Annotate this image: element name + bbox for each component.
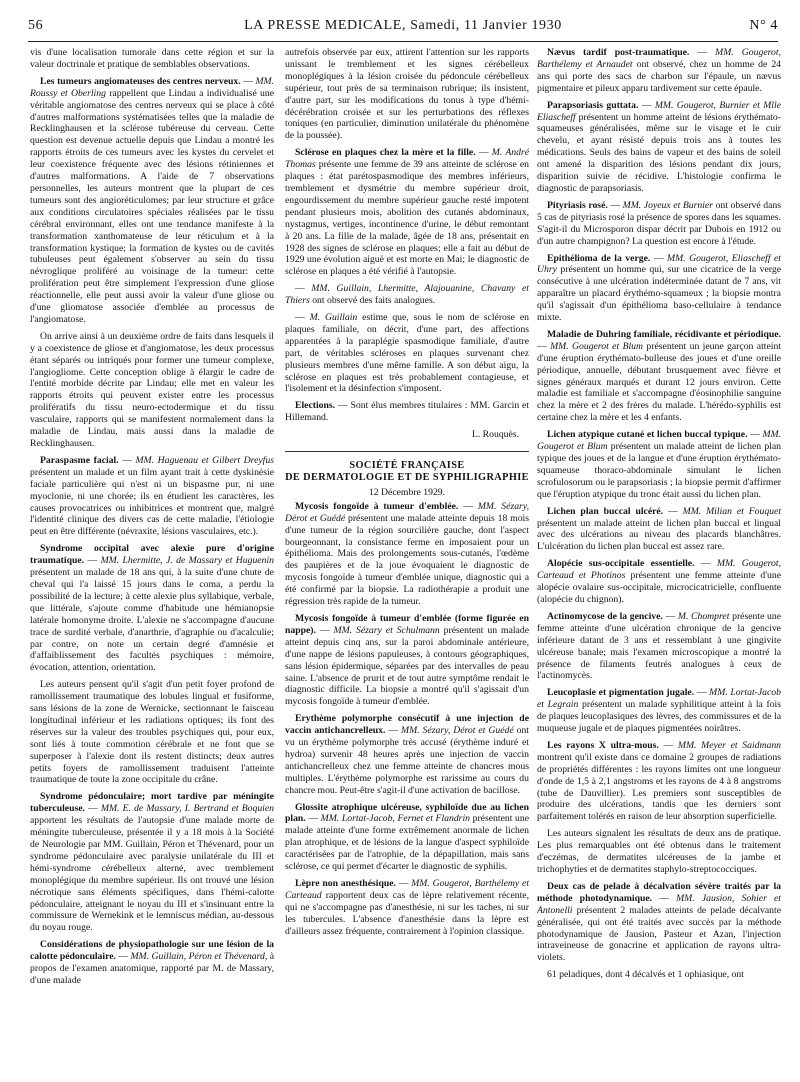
paragraph-heading: Pityriasis rosé. — [547, 199, 608, 211]
paragraph: Glossite atrophique ulcéreuse, syphiloïde due au lichen plan. — MM. Lortat-Jacob, Fernet et Flandrin présentent une malade atteinte d'une forme extrêmement anormale de lichen plan atrophique, et de lésions de la langue d'aspect syphiloïde caractérisées par de l'atrophie, de la dépapillation, mais sans sclérose, ce qui permet d'écarter le diagnostic de syphilis. — [285, 801, 529, 873]
paragraph-text: présentent un homme atteint de lésions érythémato-squameuses généralisées, même sur le visage et le cuir chevelu, et ayant résisté depuis trois ans à toutes les médications. Seuls des bains de vapeur et des bains de soleil ont amené la disparition des lésions pendant dix jours, disparition suivie de récidive. L'histologie confirma le diagnostic de parapsoriasis. — [537, 111, 781, 194]
paragraph-text: vis d'une localisation tumorale dans cette région et sur la valeur doctrinale et pratique de semblables observations. — [30, 47, 274, 70]
paragraph-authors: MM. Gougerot, Barthélemy et Carteaud — [285, 878, 529, 901]
paragraph: Pityriasis rosé. — MM. Joyeux et Burnier ont observé dans 5 cas de pityriasis rosé la présence de spores dans les squames. S'agit-il du Microsporon dispar décrit par Dubois en 1912 ou d'un autre champignon? La question est encore à l'étude. — [537, 199, 781, 247]
paragraph-text: apportent les résultats de l'autopsie d'une malade morte de méningite tuberculeuse, présentée il y a 18 mois à la Société de Neurologie par MM. Guillain, Péron et Thévenard, pour un syndrome pédonculaire avec paralysie unilatérale du III et hémi-syndrome cérébelleux alterné, avec tremblement monoplégique du membre supérieur. Ils ont trouvé une lésion nécrotique sans éléments spécifiques, dans l'hémi-calotte pédonculaire, atteignant le noyau du III et s'insinuant entre la commissure de Wernekink et le lemniscus médian, au-dessous du noyau rouge. — [30, 815, 274, 934]
paragraph: Parapsoriasis guttata. — MM. Gougerot, Burnier et Mlle Eliascheff présentent un homme atteint de lésions érythémato-squameuses généralisées, même sur le visage et le cuir chevelu, et ayant résisté depuis trois ans à toutes les médications. Seuls des bains de vapeur et des bains de soleil ont amené la disparition des lésions pendant dix jours, disparition suivie de récidive. L'histologie confirma le diagnostic de parapsoriasis. — [537, 99, 781, 194]
paragraph-text: estime que, sous le nom de sclérose en plaques familiale, on décrit, d'une part, des affections apparentées à la paraplégie spasmodique familiale, d'autre part, de véritables scléroses en plaques survenant chez plusieurs membres d'une même famille. A son début aigu, la sclérose en plaques est très probablement contagieuse, et l'isolement et la désinfection s'imposent. — [285, 312, 529, 395]
column-middle — [285, 47, 529, 1073]
paragraph-heading: Sclérose en plaques chez la mère et la fille. — [295, 147, 476, 159]
column-middle-paragraphs-top — [285, 47, 529, 424]
paragraph-text: présentent un malade de 18 ans qui, à la suite d'une chute de cheval qui l'a laissé 15 jours dans le coma, a perdu la possibilité de la lecture; à cette alexie plus syllabique, verbale, que littérale, s'ajoute comme d'habitude une hémianopsie latérale homonyme droite. L'alexie ne s'accompagne d'aucune trace de surdité verbale, d'anarthrie, d'agraphie ou d'acalculie; par contre, on note un certain degré d'amnésie et d'affaiblissement des facultés psychiques : mémoire, évocation, attention, orientation. — [30, 567, 274, 674]
paragraph-text: présentent un malade atteint de lichen plan typique des joues et de la langue et d'une éruption érythémato-squameuse thoraco-abdominale simulant le lichen scrofulosorum ou le parapsoriasis ; la biopsie permit d'affirmer que l'éruption atypique du tronc était aussi du lichen plan. — [537, 441, 781, 500]
paragraph-text: présentent une femme atteinte d'une alopécie ovalaire sus-occipitale, microcicatricielle, confluente (alopécie du chignon). — [537, 570, 781, 605]
paragraph-heading: Syndrome pédonculaire; mort tardive par méningite tuberculeuse. — [30, 791, 274, 815]
paragraph: Leucoplasie et pigmentation jugale. — MM. Lortat-Jacob et Legrain présentent un malade syphilitique atteint à la fois de plaques leucoplasiques des lèvres, des commissures et de la muqueuse jugale et de plaques pigmentées noirâtres. — [537, 687, 781, 735]
paragraph: Syndrome occipital avec alexie pure d'origine traumatique. — MM. Lhermitte, J. de Massary et Huguenin présentent un malade de 18 ans qui, à la suite d'une chute de cheval qui l'a laissé 15 jours dans le coma, a perdu la possibilité de la lecture; à cette alexie plus syllabique, verbale, que littérale, s'ajoute comme d'habitude une hémianopsie latérale homonyme droite. L'alexie ne s'accompagne d'aucune trace de surdité verbale, d'anarthrie, d'agraphie ou d'acalculie; par contre, on note un certain degré d'amnésie et d'affaiblissement des facultés psychiques : mémoire, évocation, attention, orientation. — [30, 543, 274, 674]
paragraph-text: présente une femme atteinte d'une ulcération chronique de la gencive inférieure datant de 3 ans et ressemblant à une gingivite ulcéreuse banale; mais l'examen microscopique a montré la présence de filaments feutrés analogues à ceux de l'actinomycès. — [537, 610, 781, 682]
paragraph-text: Sont élus membres titulaires : MM. Garcin et Hillemand. — [285, 400, 529, 424]
paragraph — [30, 47, 274, 71]
paragraph: Lichen plan buccal ulcéré. — MM. Milian et Fouquet présentent un malade atteint de lichen plan buccal et lingual avec des ulcérations au niveau des placards blanchâtres. L'ulcération du lichen plan buccal est assez rare. — [537, 505, 781, 553]
paragraph-authors: M. Chompret — [677, 610, 730, 622]
paragraph-heading: Les tumeurs angiomateuses des centres nerveux. — [40, 75, 241, 87]
paragraph-heading: Nævus tardif post-traumatique. — [547, 47, 690, 58]
paragraph: Lichen atypique cutané et lichen buccal typique. — MM. Gougerot et Blum présentent un malade atteint de lichen plan typique des joues et de la langue et d'une éruption érythémato-squameuse thoraco-abdominale simulant le lichen scrofulosorum ou le parapsoriasis ; la biopsie permit d'affirmer que l'éruption atypique du tronc était aussi du lichen plan. — [537, 429, 781, 500]
paragraph-authors: MM. Sézary et Schulmann — [333, 624, 440, 636]
paragraph-authors: MM. Sézary, Dérot et Guédé — [285, 500, 529, 524]
paragraph: Nævus tardif post-traumatique. — MM. Gougerot, Barthélemy et Arnaudet ont observé, chez un homme de 24 ans qui porte des sacs de charbon sur l'épaule, un nævus pigmentaire et pileux apparu tardivement sur cette épaule. — [537, 47, 781, 94]
paragraph-heading: Lichen atypique cutané et lichen buccal typique. — [547, 429, 748, 441]
paragraph-text: ont observé des faits analogues. — [312, 295, 436, 307]
paragraph-text: montrent qu'il existe dans ce domaine 2 groupes de radiations de propriétés différentes : les rayons limites ont une longueur d'onde de 1,5 à 2,1 angstroms et les rayons de 4 à 8 angstroms (tube de Dauvillier). Les premiers sont susceptibles de produire des ulcérations, tandis que les derniers sont parfaitement tolérés en raison de leur absorption superficielle. — [537, 751, 781, 823]
paragraph-authors: MM. Gougerot, Burnier et Mlle Eliascheff — [537, 99, 781, 123]
paragraph-text: à propos de l'examen anatomique, rapporté par M. de Massary, d'une malade — [30, 951, 274, 986]
paragraph — [30, 331, 274, 450]
paragraph: Maladie de Duhring familiale, récidivante et périodique. — MM. Gougerot et Blum présentent un jeune garçon atteint d'une éruption érythémato-bulleuse des joues et d'une oreille périodique, annuelle, débutant brusquement avec fièvre et signes généraux marqués et durant 12 jours environ. Cette maladie est familiale et s'accompagne d'éosinophilie sanguine chez la mère et 2 des frères du malade. L'hérédo-syphilis est certaine chez la mère et les 4 enfants. — [537, 328, 781, 424]
paragraph-text: présentent une malade atteinte d'une forme extrêmement anormale de lichen plan atrophique, et de lésions de la langue d'aspect syphiloïde caractérisées par de l'atrophie, de la dépapillation, mais sans sclérose, ce qui permet d'écarter le diagnostic de syphilis. — [285, 813, 529, 873]
paragraph: Paraspasme facial. — MM. Haguenau et Gilbert Dreyfus présentent un malade et un film ayant trait à cette dyskinésie faciale particulière qui n'est ni un bispasme pur, ni une myoclonie, ni une chorée; ils en étudient les caractères, les causes provocatrices ou inhibitrices et montrent que, malgré l'identité clinique des divers cas de cette maladie, l'étiologie peut en être différente (névraxite, lésions vasculaires, etc.). — [30, 454, 274, 538]
paragraph-heading: Actinomycose de la gencive. — [547, 610, 663, 622]
paragraph — [537, 828, 781, 876]
paragraph-heading: Leucoplasie et pigmentation jugale. — [547, 687, 695, 699]
paragraph: Alopécie sus-occipitale essentielle. — MM. Gougerot, Carteaud et Photinos présentent une femme atteinte d'une alopécie ovalaire sus-occipitale, microcicatricielle, confluente (alopécie du chignon). — [537, 558, 781, 605]
paragraph: — M. Guillain estime que, sous le nom de sclérose en plaques familiale, on décrit, d'une part, des affections apparentées à la paraplégie spasmodique familiale, d'autre part, de véritables scléroses en plaques survenant chez plusieurs membres d'une même famille. A son début aigu, la sclérose en plaques est très probablement contagieuse, et l'isolement et la désinfection s'imposent. — [285, 312, 529, 395]
paragraph-text: présentent une malade atteinte depuis 18 mois d'une tumeur de la région sourcilière gauche, dont l'aspect bourgeonnant, la consistance ferme en imposaient pour un épithélioma. Mais des prolongements sous-cutanés, l'œdème des paupières et de la joue évoquaient le diagnostic de mycosis fongoïde à tumeur d'emblée unique, diagnostic qui a été confirmé par la biopsie. La radiothérapie a produit une régression très rapide de la tumeur. — [285, 512, 529, 608]
paragraph-authors: MM. Gougerot, Carteaud et Photinos — [537, 558, 781, 582]
paragraph-heading: Deux cas de pelade à décalvation sévère traités par la méthode photodynamique. — [537, 880, 781, 904]
issue-number: N° 4 — [749, 18, 778, 33]
paragraph-heading: Glossite atrophique ulcéreuse, syphiloïde due au lichen plan. — [285, 801, 529, 825]
paragraph — [30, 679, 274, 786]
report-signature: L. Rouquès. — [471, 429, 519, 441]
paragraph-text: présentent un malade et un film ayant trait à cette dyskinésie faciale particulière qui n'est ni un bispasme pur, ni une myoclonie, ni une chorée; ils en étudient les caractères, les causes provocatrices ou inhibitrices et montrent que, malgré l'identité clinique des divers cas de cette maladie, l'étiologie peut en être différente (névraxite, lésions vasculaires, etc.). — [30, 466, 274, 538]
paragraph-authors: MM. Jausion, Sohier et Antonelli — [537, 892, 781, 916]
section-title-line1: SOCIÉTÉ FRANÇAISE — [349, 460, 465, 472]
paragraph-heading: Paraspasme facial. — [40, 454, 119, 466]
paragraph: Sclérose en plaques chez la mère et la fille. — M. André Thomas présente une femme de 39 ans atteinte de sclérose en plaques : état parétospasmodique des membres inférieurs, tremblement et dysmétrie du membre supérieur droit, engourdissement du membre supérieur gauche resté impotent pendant plusieurs mois, abolition des cutanés abdominaux, nystagmus, vertiges, incontinence d'urine, le début remontant à 20 ans. La fille de la malade, âgée de 18 ans, présentait en 1928 des signes de sclérose en plaques; elle a fait au début de 1929 une évolution aiguë et est morte en Mai; le diagnostic de sclérose en plaques a été vérifié à l'autopsie. — [285, 147, 529, 278]
paragraph-text: rapportent deux cas de lèpre relativement récente, qui ne s'accompagne pas d'anesthésie, ni sur les taches, ni sur les tubercules. L'absence d'anesthésie dans la lèpre est d'ailleurs assez fréquente, contrairement à l'opinion classique. — [285, 889, 529, 937]
paragraph-text: 61 peladiques, dont 4 décalvés et 1 ophiasique, ont — [547, 969, 744, 981]
paragraph-authors: MM. Gougerot et Blum — [550, 340, 644, 352]
paragraph-heading: Lichen plan buccal ulcéré. — [547, 505, 664, 517]
paragraph-heading: Elections. — [295, 400, 336, 412]
paragraph-text: On arrive ainsi à un deuxième ordre de faits dans lesquels il y a coexistence de gliose et d'angiomatose, les deux processus étant séparés ou intriqués pour former une tumeur complexe, l'angiogliome. Cette conception oblige à élargir le cadre de l'entité morbide décrite par Lindau; elle met en valeur les rapports étroits qui peuvent exister entre les processus prolifératifs du tissu neuro-ectodermique et du tissu vasculaire, rapports qui se manifestent normalement dans la maladie de Lindau, mais aussi dans la maladie de Recklinghausen. — [30, 330, 274, 449]
section-heading — [285, 451, 529, 499]
paragraph-authors: MM. Lhermitte, J. de Massary et Huguenin — [100, 555, 274, 567]
paragraph-authors: MM. E. de Massary, I. Bertrand et Boquien — [100, 803, 274, 815]
journal-title: LA PRESSE MEDICALE, Samedi, 11 Janvier 1930 — [244, 18, 562, 33]
paragraph-authors: MM. Lortat-Jacob, Fernet et Flandrin — [320, 813, 470, 825]
paragraph-authors: MM. Haguenau et Gilbert Dreyfus — [135, 454, 274, 466]
paragraph: Considérations de physiopathologie sur une lésion de la calotte pédonculaire. — MM. Guillain, Péron et Thévenard, à propos de l'examen anatomique, rapporté par M. de Massary, d'une malade — [30, 939, 274, 986]
paragraph-authors: MM. Lortat-Jacob et Legrain — [537, 687, 781, 711]
running-header — [28, 18, 778, 38]
paragraph: Epithélioma de la verge. — MM. Gougerot, Eliascheff et Uhry présentent un homme qui, sur une cicatrice de la verge consécutive à une ulcération indéterminée datant de 7 ans, vit apparaître un placard érythémo-squameux ; la biopsie montra qu'il s'agissait d'un épithélioma baso-cellulaire à tendance mixte. — [537, 252, 781, 324]
paragraph: Elections. — Sont élus membres titulaires : MM. Garcin et Hillemand. — [285, 400, 529, 424]
paragraph-text: autrefois observée par eux, attirent l'attention sur les rapports unissant le tremblement et les signes cérébelleux monoplégiques à la lésion croisée du pédoncule cérébelleux supérieur, tout près de sa terminaison rubrique; ils insistent, d'autre part, sur les modifications du tonus à type d'hémi-décérébration croisée et sur les perturbations des réflexes toniques (en particulier, diminution unilatérale du phénomène de la poussée). — [285, 47, 529, 142]
paragraph: Erythème polymorphe consécutif à une injection de vaccin antichancrelleux. — MM. Sézary, Dérot et Guédé ont vu un érythème polymorphe très accusé (érythème induré et hydroa) survenir 48 heures après une injection de vaccin antichancrelleux chez une femme atteinte de chancres mous multiples. L'érythème polymorphe est rarissime au cours du chancre mou. Peut-être s'agit-il d'une activation de bacillose. — [285, 713, 529, 796]
column-left — [30, 47, 274, 1073]
paragraph-text: ont observé dans 5 cas de pityriasis rosé la présence de spores dans les squames. S'agit-il du Microsporon dispar décrit par Dubois en 1912 ou d'un autre champignon? La question est encore à l'étude. — [537, 199, 781, 247]
paragraph-text: présentent 2 malades atteints de pelade décalvante généralisée, qui ont été traités avec succès par la méthode photodynamique de Jausion, Pasteur et Azan, l'injection intraveineuse de gonacrine et application de rayons ultra-violets. — [537, 904, 781, 964]
paragraph-heading: Les rayons X ultra-mous. — [547, 739, 659, 751]
paragraph-heading: Mycosis fongoïde à tumeur d'emblée (forme figurée en nappe). — [285, 612, 529, 636]
paragraph-text: ont vu un érythème polymorphe très accusé (érythème induré et hydroa) survenir 48 heures après une injection de vaccin antichancrelleux chez une femme atteinte de chancres mous multiples. L'érythème polymorphe est rarissime au cours du chancre mou. Peut-être s'agit-il d'une activation de bacillose. — [285, 725, 529, 796]
page-number: 56 — [28, 18, 44, 33]
paragraph-authors: MM. Guillain, Péron et Thévenard, — [130, 951, 268, 963]
header-rule — [28, 41, 778, 42]
paragraph: — MM. Guillain, Lhermitte, Alajouanine, Chavany et Thiers ont observé des faits analogues. — [285, 283, 529, 307]
paragraph-heading: Lèpre non anesthésique. — [295, 878, 396, 889]
paragraph-heading: Alopécie sus-occipitale essentielle. — [547, 558, 695, 570]
column-middle-paragraphs-bottom — [285, 501, 529, 938]
paragraph: Lèpre non anesthésique. — MM. Gougerot, Barthélemy et Carteaud rapportent deux cas de lèpre relativement récente, qui ne s'accompagne pas d'anesthésie, ni sur les taches, ni sur les tubercules. L'absence d'anesthésie dans la lèpre est d'ailleurs assez fréquente, contrairement à l'opinion classique. — [285, 878, 529, 937]
paragraph-heading: Considérations de physiopathologie sur une lésion de la calotte pédonculaire. — [30, 939, 274, 963]
paragraph-authors: MM. Sézary, Dérot et Guédé — [401, 725, 514, 737]
paragraph-text: présentent un malade syphilitique atteint à la fois de plaques leucoplasiques des lèvres, des commissures et de la muqueuse jugale et de plaques pigmentées noirâtres. — [537, 699, 781, 735]
paragraph-heading: Syndrome occipital avec alexie pure d'origine traumatique. — [30, 543, 274, 567]
paragraph-text: présentent un jeune garçon atteint d'une éruption érythémato-bulleuse des joues et d'une oreille périodique, annuelle, débutant brusquement avec fièvre et signes généraux marqués et durant 12 jours environ. Cette maladie est familiale et s'accompagne d'éosinophilie sanguine chez la mère et 2 des frères du malade. L'hérédo-syphilis est certaine chez la mère et les 4 enfants. — [537, 340, 781, 424]
paragraph-text: présentent un malade atteint depuis cinq ans, sur la paroi abdominale antérieure, d'une nappe de lésions papuleuses, à contours géographiques, sans lésion épidermique, séparées par des intervalles de peau saine. L'absence de prurit et de tout autre symptôme rendait le diagnostic difficile. La biopsie a montré qu'il s'agissait d'un mycosis fongoïde à tumeur d'emblée. — [285, 624, 529, 708]
paragraph: Syndrome pédonculaire; mort tardive par méningite tuberculeuse. — MM. E. de Massary, I. Bertrand et Boquien apportent les résultats de l'autopsie d'une malade morte de méningite tuberculeuse, présentée il y a 18 mois à la Société de Neurologie par MM. Guillain, Péron et Thévenard, pour un syndrome pédonculaire avec paralysie unilatérale du III et hémi-syndrome cérébelleux alterné, avec tremblement monoplégique du membre supérieur. Ils ont trouvé une lésion nécrotique sans éléments spécifiques, dans l'hémi-calotte pédonculaire, atteignant le noyau du III et s'insinuant entre la commissure de Wernekink et le lemniscus médian, au-dessous du noyau rouge. — [30, 791, 274, 934]
section-date: 12 Décembre 1929. — [368, 486, 446, 498]
paragraph: Mycosis fongoïde à tumeur d'emblée. — MM. Sézary, Dérot et Guédé présentent une malade atteinte depuis 18 mois d'une tumeur de la région sourcilière gauche, dont l'aspect bourgeonnant, la consistance ferme en imposaient pour un épithélioma. Mais des prolongements sous-cutanés, l'œdème des paupières et de la joue évoquaient le diagnostic de mycosis fongoïde à tumeur d'emblée unique, diagnostic qui a été confirmé par la biopsie. La radiothérapie a produit une régression très rapide de la tumeur. — [285, 500, 529, 608]
paragraph — [537, 969, 781, 981]
paragraph: Les tumeurs angiomateuses des centres nerveux. — MM. Roussy et Oberling rappellent que Lindau a individualisé une véritable angiomatose des centres nerveux qui se place à côté d'autres malformations systématisées telles que la maladie de Recklinghausen et la sclérose tubéreuse du cerveau. Cette question est devenue actuelle depuis que Lindau a montré les rapports étroits de ces tumeurs avec les kystes du cervelet et leur coexistence fréquente avec des lésions rétiniennes et d'autres malformations. A l'aide de 7 observations personnelles, les auteurs montrent que la plupart de ces tumeurs sont des angioréticulomes; par leur structure et grâce aux conditions circulatoires spéciales réalisées par le tissu cérébral environnant, elles ont une tendance manifeste à la transformation xanthomateuse de leur réticulum et à la transformation kystique; la formation de kystes ou de cavités tubuleuses peut également s'observer au sein du tissu névroglique proliféré au voisinage de la tumeur: cette prolifération peut être simplement l'expression d'une gliose réactionnelle, elle peut aussi avoir la valeur d'une gliose ou d'une gliomatose associée d'emblée au processus de l'angiomatose. — [30, 75, 274, 325]
paragraph-text: présentent un malade atteint de lichen plan buccal et lingual avec des ulcérations au niveau des placards blanchâtres. L'ulcération du lichen plan buccal est assez rare. — [537, 517, 781, 553]
paragraph-text: rappellent que Lindau a individualisé une véritable angiomatose des centres nerveux qui se place à côté d'autres malformations systématisées telles que la maladie de Recklinghausen et la sclérose tubéreuse du cerveau. Cette question est devenue actuelle depuis que Lindau a montré les rapports étroits de ces tumeurs avec les kystes du cervelet et leur coexistence fréquente avec des lésions rétiniennes et d'autres malformations. A l'aide de 7 observations personnelles, les auteurs montrent que la plupart de ces tumeurs sont des angioréticulomes; par leur structure et grâce aux conditions circulatoires spéciales réalisées par le tissu cérébral environnant, elles ont une tendance manifeste à la transformation xanthomateuse de leur réticulum et à la transformation kystique; la formation de kystes ou de cavités tubuleuses peut également s'observer au sein du tissu névroglique proliféré au voisinage de la tumeur: cette prolifération peut être simplement l'expression d'une gliose réactionnelle, elle peut aussi avoir la valeur d'une gliose ou d'une gliomatose associée d'emblée au processus de l'angiomatose. — [30, 87, 274, 325]
column-right-paragraphs — [537, 47, 781, 981]
paragraph: Deux cas de pelade à décalvation sévère traités par la méthode photodynamique. — MM. Jausion, Sohier et Antonelli présentent 2 malades atteints de pelade décalvante généralisée, qui ont été traités avec succès par la méthode photodynamique de Jausion, Pasteur et Azan, l'injection intraveineuse de gonacrine et application de rayons ultra-violets. — [537, 880, 781, 964]
paragraph-heading: Erythème polymorphe consécutif à une injection de vaccin antichancrelleux. — [285, 713, 529, 737]
paragraph-heading: Mycosis fongoïde à tumeur d'emblée. — [295, 500, 459, 512]
paragraph-authors: MM. Gougerot et Blum — [537, 429, 781, 453]
paragraph: Les rayons X ultra-mous. — MM. Meyer et Saidmann montrent qu'il existe dans ce domaine 2 groupes de radiations de propriétés différentes : les rayons limites ont une longueur d'onde de 1,5 à 2,1 angstroms et les rayons de 4 à 8 angstroms (tube de Dauvillier). Les premiers sont susceptibles de produire des ulcérations, tandis que les derniers sont parfaitement tolérés en raison de leur absorption superficielle. — [537, 739, 781, 823]
paragraph-authors: M. André Thomas — [285, 147, 529, 171]
paragraph-text: Les auteurs pensent qu'il s'agit d'un petit foyer profond de ramollissement traumatique des lobules lingual et fusiforme, sans lésions de la zone de Wernicke, sectionnant le faisceau longitudinal inférieur et les radiations optiques; ils font des réserves sur la valeur des troubles psychiques qui, pour eux, sont liés à toute commotion cérébrale et ne font que se superposer à l'alexie dont ils restent distincts; deux autres petits foyers de ramollissement traduisent l'atteinte traumatique de toute la zone occipitale du crâne. — [30, 679, 274, 786]
paragraph-text: Les auteurs signalent les résultats de deux ans de pratique. Les plus remarquables ont été obtenus dans le traitement d'eczémas, de dermatites ulcéreuses de la jambe et trichophyties et de dermatites staphylo-streptococciques. — [537, 828, 781, 875]
paragraph: Actinomycose de la gencive. — M. Chompret présente une femme atteinte d'une ulcération chronique de la gencive inférieure datant de 3 ans et ressemblant à une gingivite ulcéreuse banale; mais l'examen microscopique a montré la présence de filaments feutrés analogues à ceux de l'actinomycès. — [537, 610, 781, 682]
paragraph-authors: MM. Roussy et Oberling — [30, 75, 274, 99]
paragraph-heading: Epithélioma de la verge. — [547, 252, 651, 264]
paragraph-authors: M. Guillain — [309, 312, 358, 324]
paragraph-text: ont observé, chez un homme de 24 ans qui porte des sacs de charbon sur l'épaule, un nævus pigmentaire et pileux apparu tardivement sur cette épaule. — [537, 58, 781, 94]
column-left-paragraphs — [30, 47, 274, 987]
paragraph-authors: MM. Milian et Fouquet — [682, 505, 781, 517]
paragraph-text: présente une femme de 39 ans atteinte de sclérose en plaques : état parétospasmodique des membres inférieurs, tremblement et dysmétrie du membre supérieur droit, engourdissement du membre supérieur gauche resté impotent pendant plusieurs mois, abolition des cutanés abdominaux, nystagmus, vertiges, incontinence d'urine, le début remontant à 20 ans. La fille de la malade, âgée de 18 ans, présentait en 1928 des signes de sclérose en plaques; elle a fait au début de 1929 une évolution aiguë et est morte en Mai; le diagnostic de sclérose en plaques a été vérifié à l'autopsie. — [285, 159, 529, 278]
paragraph-authors: MM. Joyeux et Burnier — [622, 199, 713, 211]
paragraph: Mycosis fongoïde à tumeur d'emblée (forme figurée en nappe). — MM. Sézary et Schulmann présentent un malade atteint depuis cinq ans, sur la paroi abdominale antérieure, d'une nappe de lésions papuleuses, à contours géographiques, sans lésion épidermique, séparées par des intervalles de peau saine. L'absence de prurit et de tout autre symptôme rendait le diagnostic difficile. La biopsie a montré qu'il s'agissait d'un mycosis fongoïde à tumeur d'emblée. — [285, 612, 529, 708]
paragraph-authors: MM. Gougerot, Eliascheff et Uhry — [537, 252, 781, 276]
paragraph-authors: MM. Gougerot, Barthélemy et Arnaudet — [537, 47, 781, 70]
column-right — [537, 47, 781, 1073]
paragraph-authors: MM. Meyer et Saidmann — [677, 739, 781, 751]
paragraph-heading: Parapsoriasis guttata. — [547, 99, 639, 111]
section-title-line2: DE DERMATOLOGIE ET DE SYPHILIGRAPHIE — [285, 472, 529, 483]
paragraph-authors: MM. Guillain, Lhermitte, Alajouanine, Chavany et Thiers — [285, 283, 529, 307]
paragraph-text: présentent un homme qui, sur une cicatrice de la verge consécutive à une ulcération indéterminée datant de 7 ans, vit apparaître un placard érythémo-squameux ; la biopsie montra qu'il s'agissait d'un épithélioma baso-cellulaire à tendance mixte. — [537, 264, 781, 324]
paragraph-heading: Maladie de Duhring familiale, récidivante et périodique. — [547, 328, 781, 340]
paragraph — [285, 47, 529, 142]
